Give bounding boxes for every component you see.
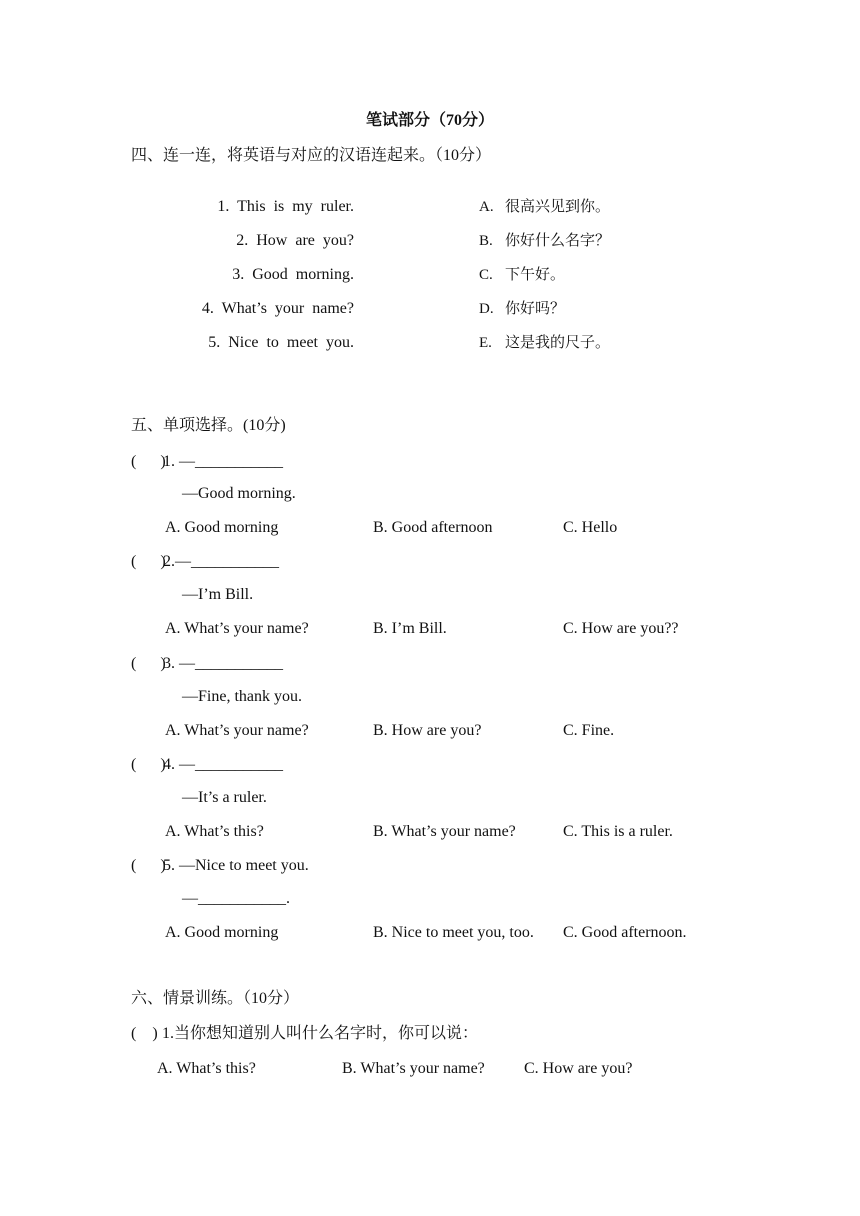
question-reply: —It’s a ruler.	[182, 789, 267, 806]
question-reply: —Fine, thank you.	[182, 688, 302, 705]
question-reply: —I’m Bill.	[182, 586, 254, 603]
answer-blank[interactable]: ( )	[131, 756, 166, 773]
option-b: B. How are you?	[373, 722, 482, 739]
option-b: B. I’m Bill.	[373, 620, 447, 637]
option-c: C. Good afternoon.	[563, 924, 687, 941]
question-stem: 1. —___________	[163, 453, 283, 470]
match-english-1: 1. This is my ruler.	[217, 198, 354, 215]
match-english-2: 2. How are you?	[236, 232, 354, 249]
match-chinese-a-letter: A.	[479, 199, 494, 215]
match-chinese-c: 下午好。	[505, 267, 566, 283]
option-a: A. What’s this?	[165, 823, 264, 840]
section4-heading: 四、连一连，将英语与对应的汉语连起来。（10分）	[131, 147, 492, 164]
option-c: C. Fine.	[563, 722, 615, 739]
option-c: C. Hello	[563, 519, 618, 536]
option-a: A. What’s your name?	[165, 722, 309, 739]
option-b: B. What’s your name?	[373, 823, 516, 840]
answer-blank[interactable]: ( )	[131, 453, 166, 470]
section6-heading: 六、情景训练。（10分）	[131, 990, 300, 1007]
option-c: C. This is a ruler.	[563, 823, 673, 840]
question-reply: —Good morning.	[182, 485, 296, 502]
option-b: B. Good afternoon	[373, 519, 493, 536]
match-chinese-e: 这是我的尺子。	[505, 335, 611, 351]
match-english-4: 4. What’s your name?	[201, 300, 354, 317]
question-stem: 4. —___________	[163, 756, 283, 773]
option-a: A. What’s this?	[157, 1060, 256, 1077]
question-stem: 3. —___________	[163, 655, 283, 672]
question-stem: 1.当你想知道别人叫什么名字时，你可以说：	[162, 1025, 479, 1042]
match-english-3: 3. Good morning.	[232, 266, 354, 283]
option-a: A. What’s your name?	[165, 620, 309, 637]
match-chinese-a: 很高兴见到你。	[505, 199, 611, 215]
answer-blank[interactable]: ( )	[131, 553, 166, 570]
option-b: B. What’s your name?	[342, 1060, 485, 1077]
match-chinese-d-letter: D.	[479, 301, 494, 317]
section5-heading: 五、单项选择。(10分)	[131, 417, 286, 434]
match-english-5: 5. Nice to meet you.	[208, 334, 354, 351]
option-b: B. Nice to meet you, too.	[373, 924, 534, 941]
match-chinese-e-letter: E.	[479, 335, 492, 351]
option-a: A. Good morning	[165, 519, 279, 536]
match-chinese-d: 你好吗？	[505, 301, 566, 317]
match-chinese-b: 你好什么名字？	[505, 233, 611, 249]
answer-blank[interactable]: ( )	[131, 1025, 158, 1042]
answer-blank[interactable]: ( )	[131, 655, 166, 672]
option-c: C. How are you?	[524, 1060, 633, 1077]
option-c: C. How are you??	[563, 620, 679, 637]
option-a: A. Good morning	[165, 924, 279, 941]
question-stem: 2.—___________	[163, 553, 279, 570]
answer-blank[interactable]: ( )	[131, 857, 166, 874]
page-title: 笔试部分（70分）	[365, 112, 494, 129]
question-reply: —___________.	[182, 890, 290, 907]
match-chinese-b-letter: B.	[479, 233, 493, 249]
question-stem: 5. —Nice to meet you.	[163, 857, 309, 874]
match-chinese-c-letter: C.	[479, 267, 493, 283]
